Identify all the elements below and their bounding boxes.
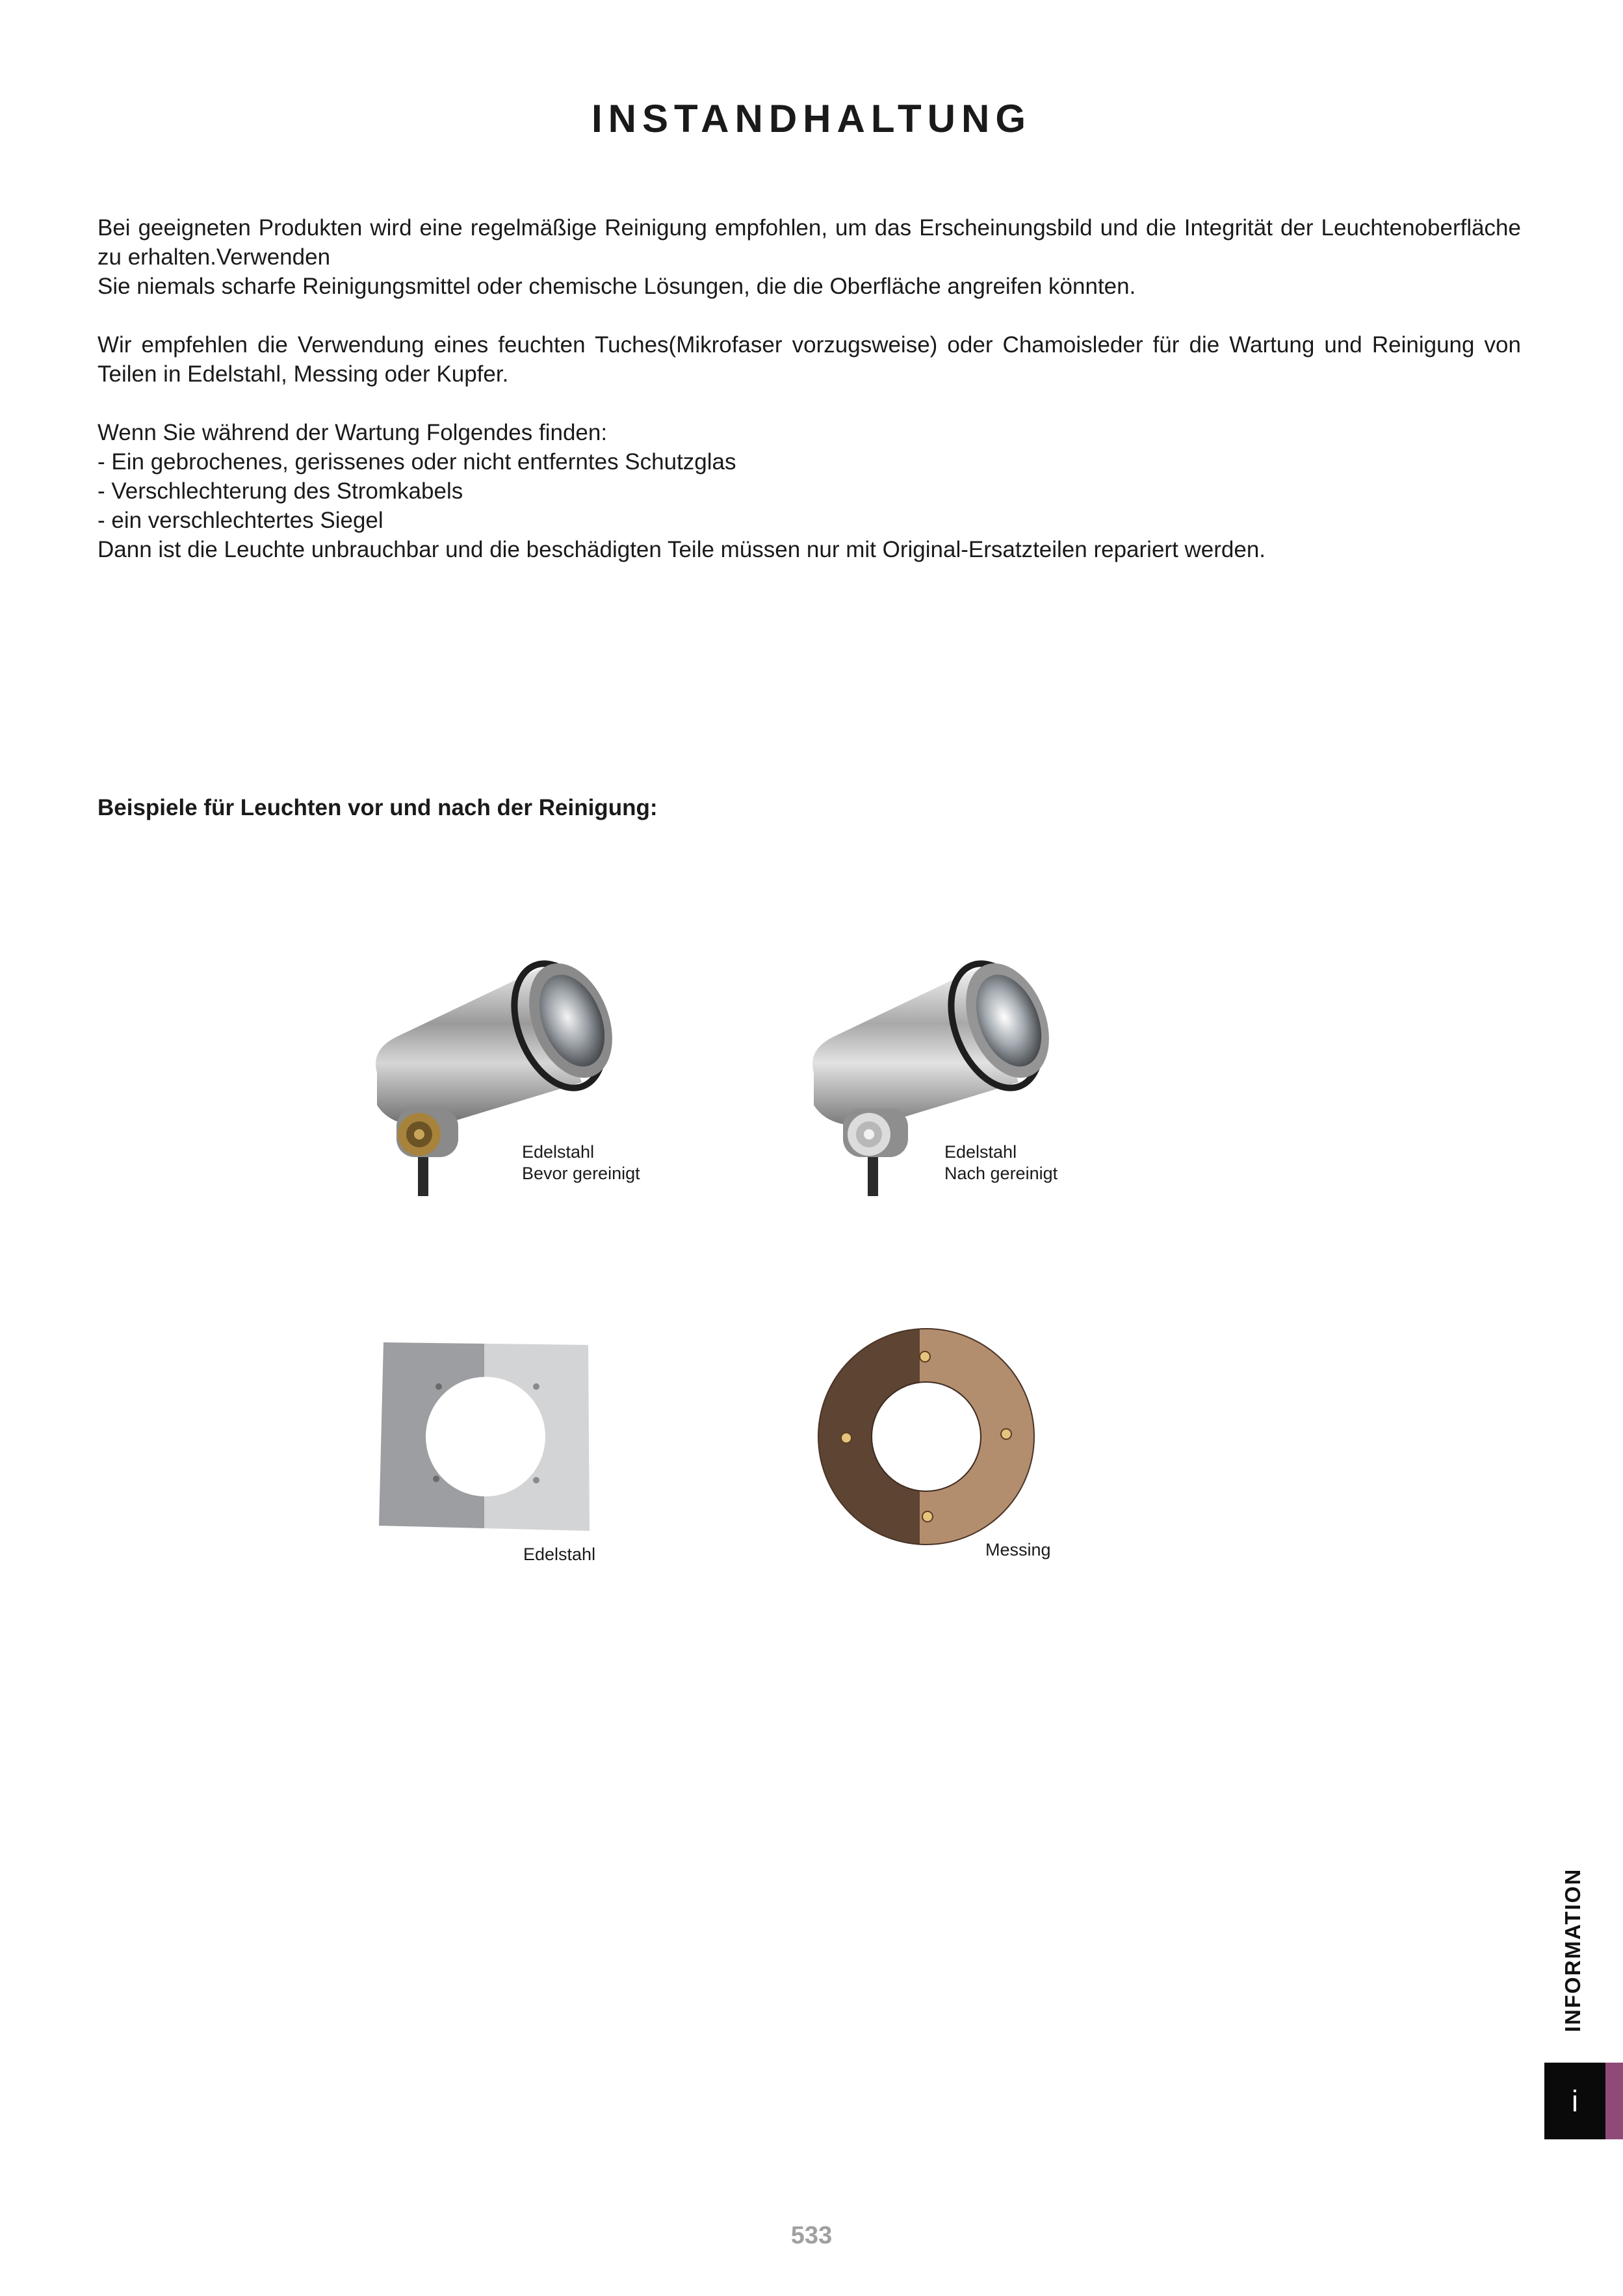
paragraph-1-line-1: Bei geeigneten Produkten wird eine regelmäßige Reinigung empfohlen, um das Erscheinungsbild und die Integrität der Leuchtenoberfläche zu erhalten.Verwenden [97, 215, 1521, 270]
caption-plate [523, 1544, 595, 1565]
caption-ring [985, 1539, 1051, 1561]
caption-spotlight-after [944, 1141, 1058, 1184]
checks-intro: Wenn Sie während der Wartung Folgendes finden: [97, 420, 608, 445]
caption-spotlight-before [522, 1141, 640, 1184]
stainless-steel-plate-image [374, 1336, 595, 1537]
caption-state: Nach gereinigt [944, 1164, 1058, 1183]
check-item-glass: - Ein gebrochenes, gerissenes oder nicht entferntes Schutzglas [97, 449, 736, 475]
side-tab-text: INFORMATION [1561, 1868, 1585, 2033]
side-tab-accent-bar [1605, 2063, 1623, 2139]
page-title: INSTANDHALTUNG [591, 97, 1032, 140]
examples-heading: Beispiele für Leuchten vor und nach der Reinigung: [97, 795, 658, 820]
paragraph-1-line-2: Sie niemals scharfe Reinigungsmittel oder chemische Lösungen, die die Oberfläche angreifen könnten. [97, 274, 1136, 299]
caption-material: Edelstahl [523, 1545, 596, 1564]
side-tab-label [1553, 1866, 1592, 2035]
paragraph-cloth-recommendation: Wir empfehlen die Verwendung eines feuchten Tuches(Mikrofaser vorzugsweise) oder Chamoisleder für die Wartung und Reinigung von Teilen in Edelstahl, Messing oder Kupfer. [97, 332, 1521, 387]
checks-outro: Dann ist die Leuchte unbrauchbar und die beschädigten Teile müssen nur mit Original-Ersatzteilen repariert werden. [97, 537, 1266, 562]
caption-material: Messing [985, 1540, 1051, 1559]
brass-ring-image [816, 1326, 1037, 1547]
caption-material: Edelstahl [944, 1142, 1017, 1162]
check-item-cable: - Verschlechterung des Stromkabels [97, 478, 463, 504]
caption-material: Edelstahl [522, 1142, 595, 1162]
paragraph-cleaning-advice [97, 213, 1521, 301]
body-text [97, 213, 1521, 594]
page-number: 533 [790, 2222, 833, 2249]
check-item-seal: - ein verschlechtertes Siegel [97, 508, 383, 533]
paragraph-maintenance-checks [97, 418, 1521, 564]
caption-state: Bevor gereinigt [522, 1164, 640, 1183]
information-tab-icon: i [1544, 2063, 1605, 2139]
